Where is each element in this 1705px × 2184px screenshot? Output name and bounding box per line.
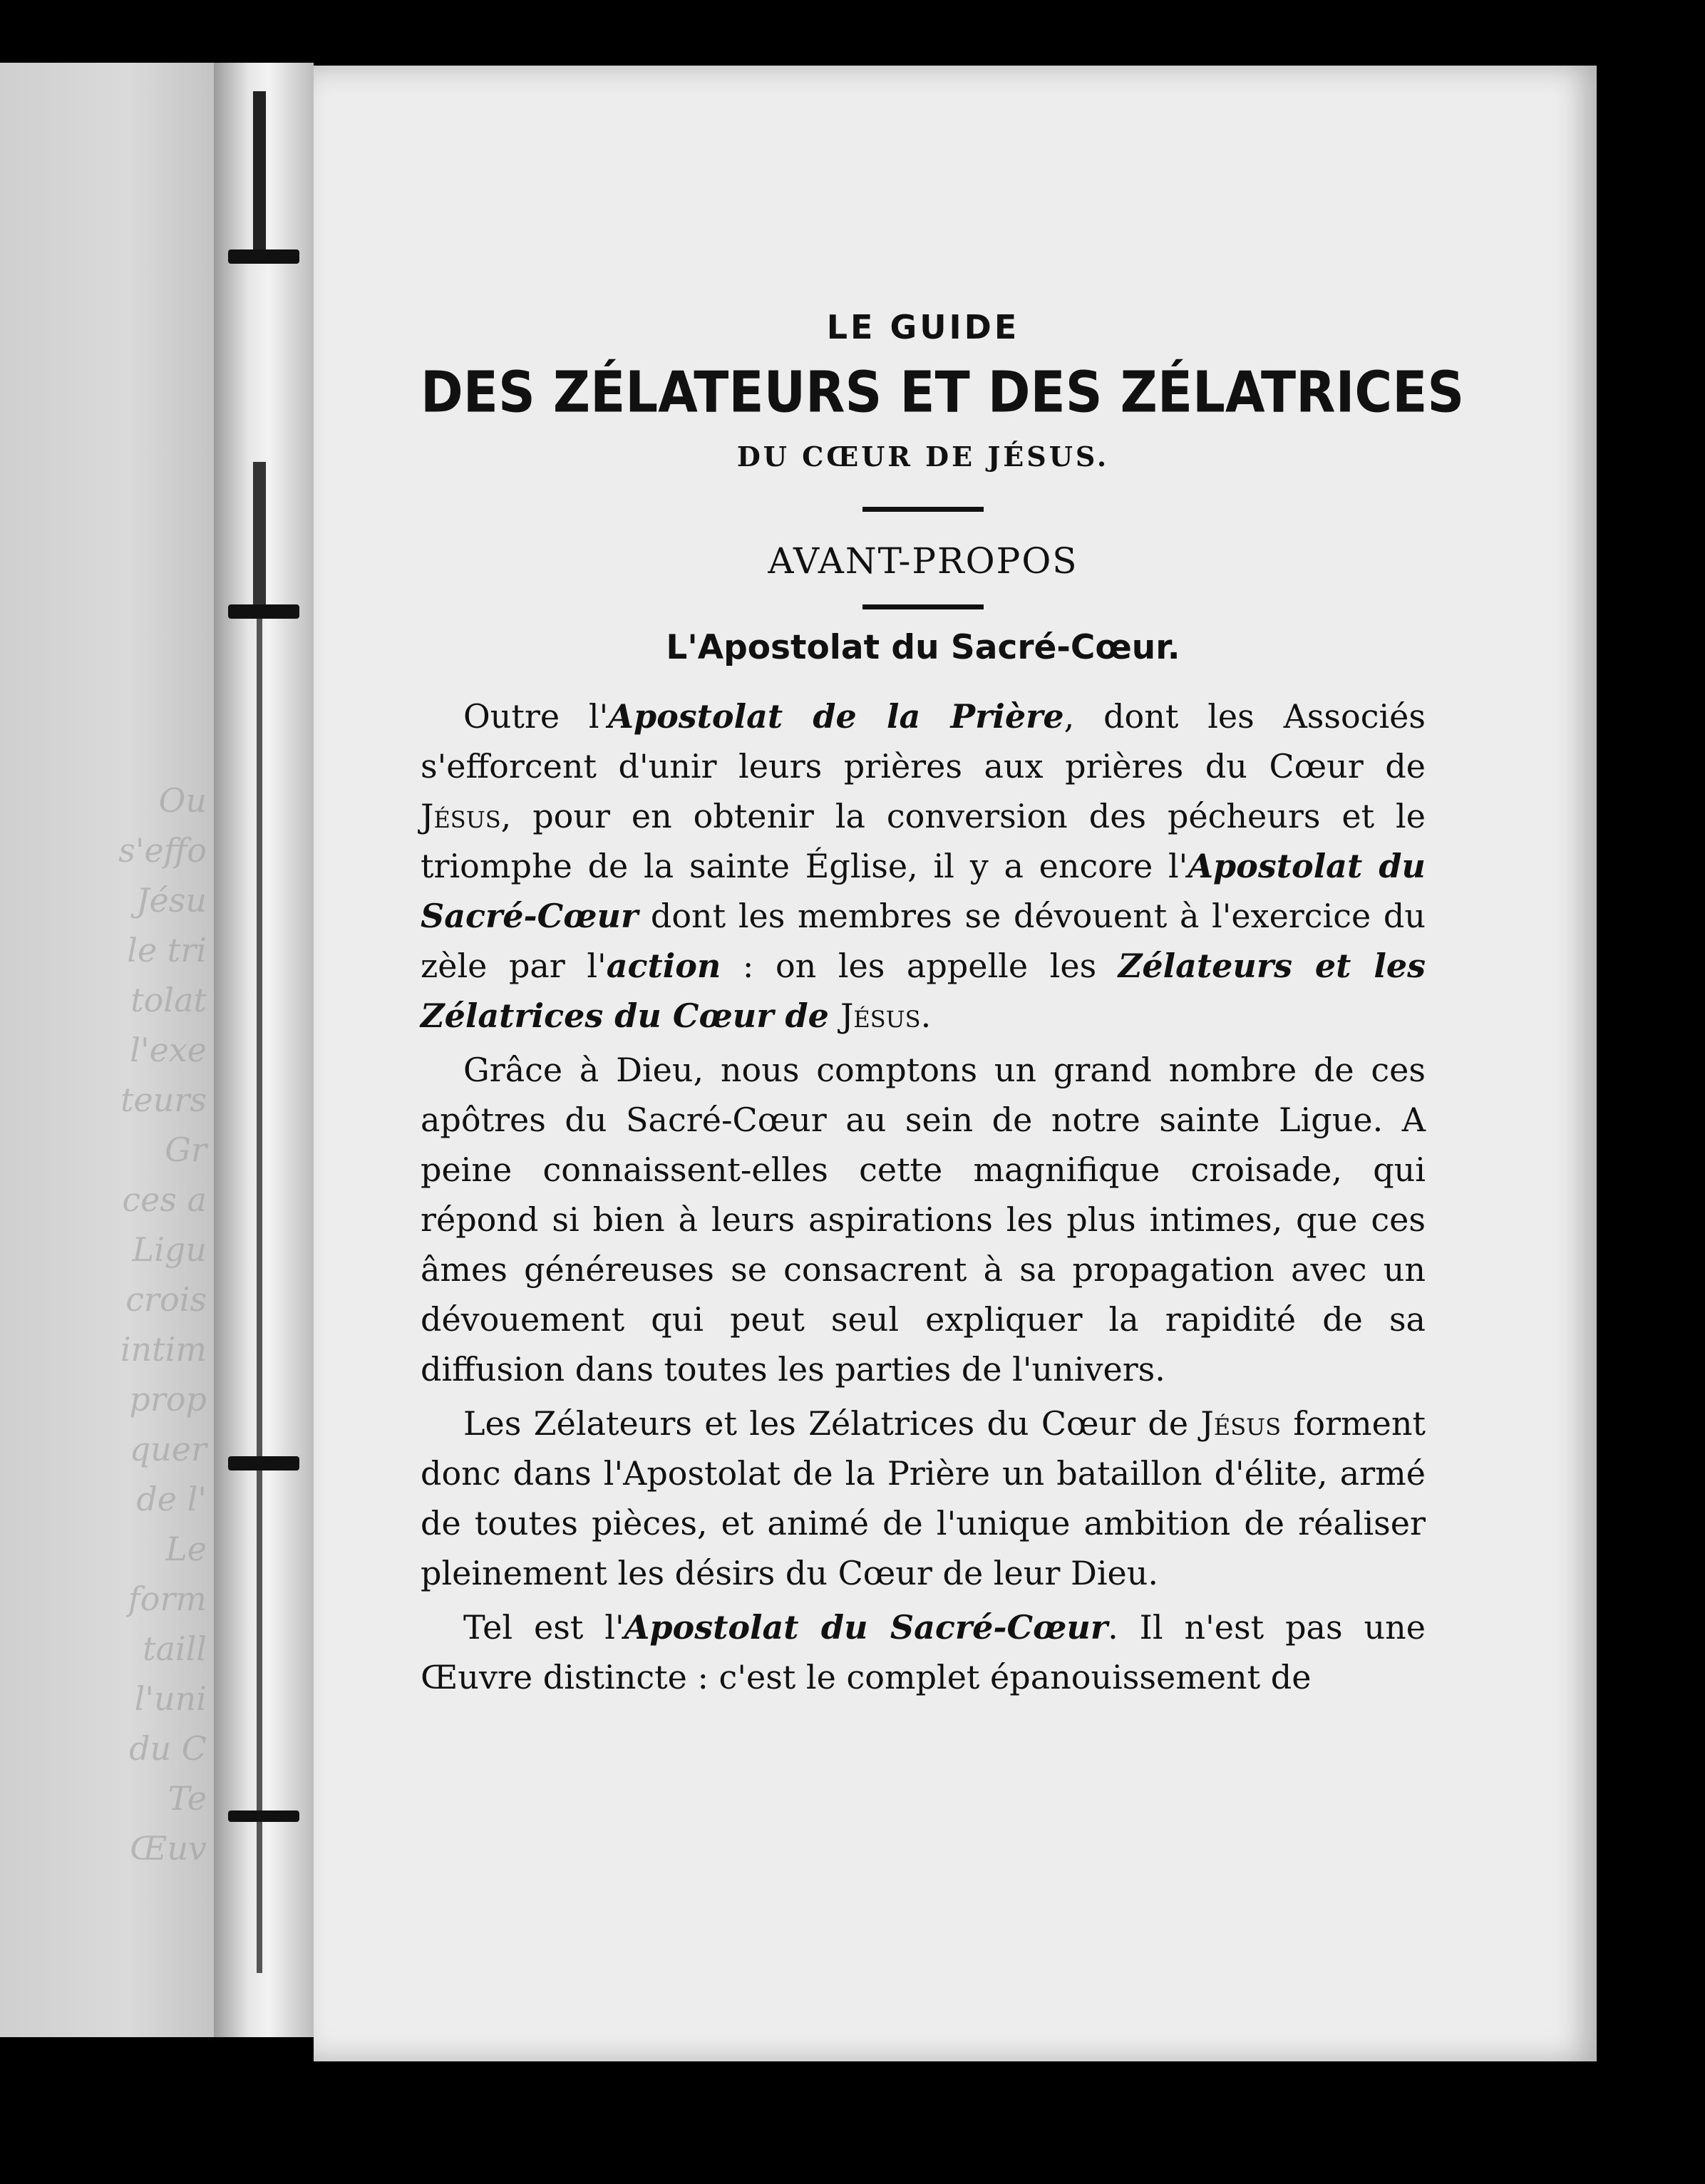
left-page-fragment: tolat xyxy=(130,981,207,1019)
text-run: . Il n'est pas une Œuvre distincte : c'est le complet épanouissement de xyxy=(421,1608,1426,1696)
italic-run: Apostolat de la Prière xyxy=(608,697,1064,736)
left-page-fragment: le tri xyxy=(127,931,207,969)
left-page-fragment: teurs xyxy=(120,1081,207,1119)
subheading: L'Apostolat du Sacré-Cœur. xyxy=(666,628,1180,667)
text-run: , pour en obtenir la conversion des pécheurs et le triomphe de la sainte Église, il y a encore l' xyxy=(421,797,1426,885)
small-caps-run: Jésus xyxy=(840,996,921,1035)
title-line-3: DU CŒUR DE JÉSUS. xyxy=(736,441,1110,473)
left-page-fragment: prop xyxy=(129,1380,207,1418)
title-line-2: DES ZÉLATEURS ET DES ZÉLATRICES xyxy=(421,359,1465,426)
italic-run: action xyxy=(606,947,721,985)
text-run: : on les appelle les xyxy=(721,947,1118,985)
text-run: Tel est l' xyxy=(463,1608,624,1647)
binding-stitch xyxy=(228,249,299,264)
section-heading: AVANT-PROPOS xyxy=(768,540,1078,582)
binding-gap xyxy=(253,462,266,604)
paragraph-4 xyxy=(421,1602,1426,1702)
paragraph-1 xyxy=(421,691,1426,1041)
left-page-fragment: Gr xyxy=(165,1130,207,1169)
divider-rule xyxy=(862,507,984,512)
italic-run: Apostolat du Sacré-Cœur xyxy=(421,847,1426,935)
text-run: , dont les Associés s'efforcent d'unir leurs prières aux prières du Cœur de xyxy=(421,697,1426,785)
left-page-fragment: Ligu xyxy=(132,1230,207,1269)
book-page xyxy=(314,66,1597,2061)
binding-gap xyxy=(253,91,266,262)
text-run: Outre l' xyxy=(463,697,609,736)
left-page-fragment: ces a xyxy=(122,1180,207,1219)
book-spine xyxy=(214,63,314,2037)
paragraph-3 xyxy=(421,1399,1426,1598)
left-page-fragment: du C xyxy=(129,1729,207,1768)
binding-thread xyxy=(257,619,262,1973)
left-page-fragment: l'uni xyxy=(134,1679,207,1718)
text-run: forment donc dans l'Apostolat de la Prière un bataillon d'élite, armé de toutes pièces, et animé de l'unique ambition de réaliser pleinement les désirs du Cœur de leur Dieu. xyxy=(421,1404,1426,1592)
text-run: Les Zélateurs et les Zélatrices du Cœur de xyxy=(463,1404,1201,1443)
left-page-fragment: Le xyxy=(165,1530,207,1568)
left-page-fragment: s'effo xyxy=(118,831,207,870)
left-page-fragment: quer xyxy=(129,1430,207,1468)
paragraph-2: Grâce à Dieu, nous comptons un grand nombre de ces apôtres du Sacré-Cœur au sein de notre sainte Ligue. A peine connaissent-elles cette magnifique croisade, qui répond si bien à leurs aspirations les plus intimes, que ces âmes généreuses se consacrent à sa propagation avec un dévouement qui peut seul expliquer la rapidité de sa diffusion dans toutes les parties de l'univers. xyxy=(421,1051,1426,1389)
page-text-block xyxy=(421,308,1465,1706)
left-page-fragment: taill xyxy=(142,1629,207,1668)
left-page-fragment: form xyxy=(128,1580,207,1618)
left-page-fragment: l'exe xyxy=(130,1031,207,1069)
left-page-fragment: crois xyxy=(125,1280,207,1319)
binding-stitch xyxy=(228,604,299,619)
left-page-fragment: intim xyxy=(120,1330,207,1369)
left-page-fragment: Te xyxy=(168,1779,207,1818)
left-page-fragment: Œuv xyxy=(130,1829,207,1868)
title-line-1: LE GUIDE xyxy=(826,308,1020,346)
binding-stitch xyxy=(228,1810,299,1822)
italic-run: Zélateurs et les Zélatrices du Cœur de xyxy=(421,947,1426,1035)
italic-run: Apostolat du Sacré-Cœur xyxy=(624,1608,1108,1647)
binding-stitch xyxy=(228,1456,299,1470)
left-page-fragment: Ou xyxy=(158,781,207,820)
text-run: dont les membres se dévouent à l'exercice du zèle par l' xyxy=(421,897,1426,985)
left-facing-page xyxy=(0,63,214,2037)
small-caps-run: Jésus xyxy=(1200,1404,1282,1443)
text-run: . xyxy=(920,996,932,1035)
left-page-fragment: Jésu xyxy=(136,881,207,920)
left-page-fragment: de l' xyxy=(136,1480,207,1518)
divider-rule xyxy=(862,604,984,609)
small-caps-run: Jésus xyxy=(421,797,501,835)
